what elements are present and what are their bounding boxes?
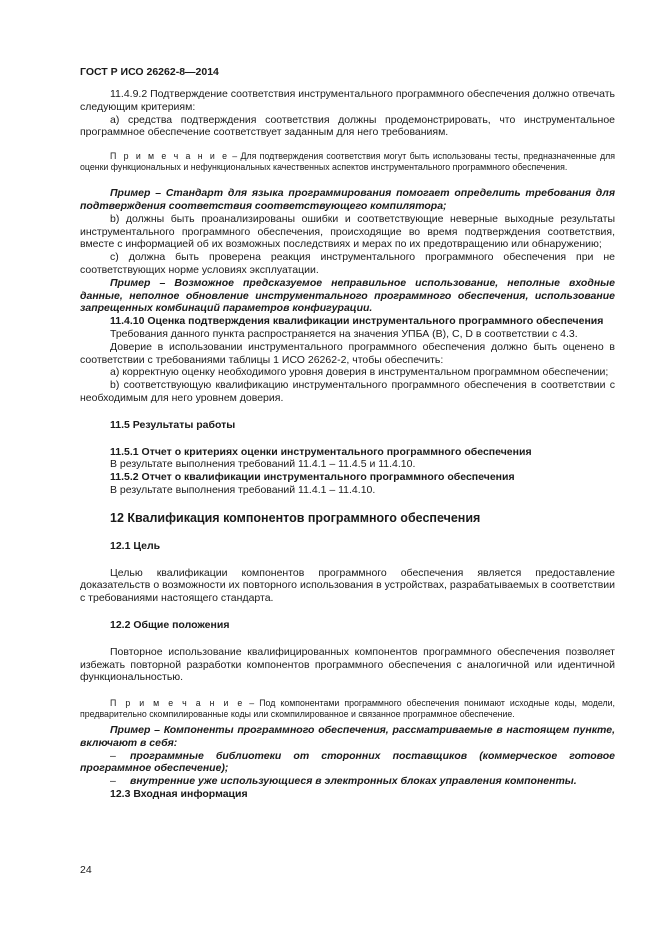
criterion-b: b) должны быть проанализированы ошибки и соответствующие неверные выходные результаты инструментального программного обеспечения, происходящие во время подтверждения соответствия, вместе с информацией об их возможных последствиях и мерах по их предотвращению или обнаружению; xyxy=(80,212,615,251)
paragraph-11-5-1: В результате выполнения требований 11.4.1 – 11.4.5 и 11.4.10. xyxy=(110,458,416,471)
note-1-text: – Для подтверждения соответствия могут быть использованы тесты, предназначенные для оценки функциональных и нефункциональных качественных аспектов инструментального программного обеспечения. xyxy=(80,151,615,173)
note-1-label: П р и м е ч а н и е xyxy=(110,151,229,162)
list-item-libraries xyxy=(80,750,615,776)
example-1: Пример – Стандарт для языка программирования помогает определить требования для подтверждения соответствия соответствующего компилятора; xyxy=(80,187,615,212)
heading-12-1: 12.1 Цель xyxy=(110,539,161,552)
heading-11-5-2: 11.5.2 Отчет о квалификации инструментального программного обеспечения xyxy=(110,471,515,484)
list-item-inhouse xyxy=(80,775,615,788)
paragraph-11-4-9-2: 11.4.9.2 Подтверждение соответствия инструментального программного обеспечения должно отвечать следующим критериям: xyxy=(80,88,615,113)
paragraph-12-1: Целью квалификации компонентов программного обеспечения является предоставление доказательств о возможности их повторного использования в устройствах, разрабатываемых в соответствии с требованиями настоящего стандарта. xyxy=(80,566,615,605)
paragraph-11-5-2: В результате выполнения требований 11.4.1 – 11.4.10. xyxy=(110,483,376,496)
example-2: Пример – Возможное предсказуемое неправильное использование, неполные входные данные, неполное обновление инструментального программного обеспечения, использование запрещенных комбинаций параметров конфигурации. xyxy=(80,276,615,315)
heading-12-2: 12.2 Общие положения xyxy=(110,618,230,631)
criterion-c: c) должна быть проверена реакция инструментального программного обеспечения при не соответствующих норме условиях эксплуатации. xyxy=(80,251,615,276)
page-content xyxy=(80,88,615,801)
list-item-libraries-text: программные библиотеки от сторонних поставщиков (коммерческое готовое программное обеспечение); xyxy=(80,749,615,775)
heading-11-4-10: 11.4.10 Оценка подтверждения квалификации инструментального программного обеспечения xyxy=(110,315,604,328)
note-2-text: – Под компонентами программного обеспечения понимают исходные коды, модели, предварительно скомпилированные коды или скомпилированное и связанное программное обеспечение. xyxy=(80,698,615,720)
paragraph-scope: Требования данного пункта распространяется на значения УПБА (B), C, D в соответствии с 4.3. xyxy=(110,327,578,340)
paragraph-12-2: Повторное использование квалифицированных компонентов программного обеспечения позволяет избежать повторной разработки компонентов программного обеспечения с аналогичной или идентичной функциональностью. xyxy=(80,645,615,684)
note-2-label: П р и м е ч а н и е xyxy=(110,698,245,709)
list-item-inhouse-text: внутренние уже использующиеся в электронных блоках управления компоненты. xyxy=(130,775,577,788)
note-2 xyxy=(80,698,615,720)
heading-12-3: 12.3 Входная информация xyxy=(110,788,248,801)
document-code-header: ГОСТ Р ИСО 26262-8—2014 xyxy=(80,66,219,78)
example-3: Пример – Компоненты программного обеспечения, рассматриваемые в настоящем пункте, включают в себя: xyxy=(80,724,615,749)
note-1 xyxy=(80,151,615,173)
list-dash: – xyxy=(110,749,116,762)
heading-11-5-1: 11.5.1 Отчет о критериях оценки инструментального программного обеспечения xyxy=(110,445,532,458)
page-number: 24 xyxy=(80,864,92,876)
criterion-a: a) средства подтверждения соответствия должны продемонстрировать, что инструментальное программное обеспечение соответствует заданным для него требованиям. xyxy=(80,113,615,139)
item-a-confidence: a) корректную оценку необходимого уровня доверия в инструментальном программном обеспечении; xyxy=(110,366,609,379)
heading-12: 12 Квалификация компонентов программного обеспечения xyxy=(110,510,481,525)
heading-11-5: 11.5 Результаты работы xyxy=(110,418,236,431)
paragraph-confidence: Доверие в использовании инструментального программного обеспечения должно быть оценено в соответствии с требованиями таблицы 1 ИСО 26262-2, чтобы обеспечить: xyxy=(80,340,615,366)
item-b-qualification: b) соответствующую квалификацию инструментального программного обеспечения в соответствии с необходимым для него уровнем доверия. xyxy=(80,379,615,404)
list-dash: – xyxy=(110,775,116,788)
